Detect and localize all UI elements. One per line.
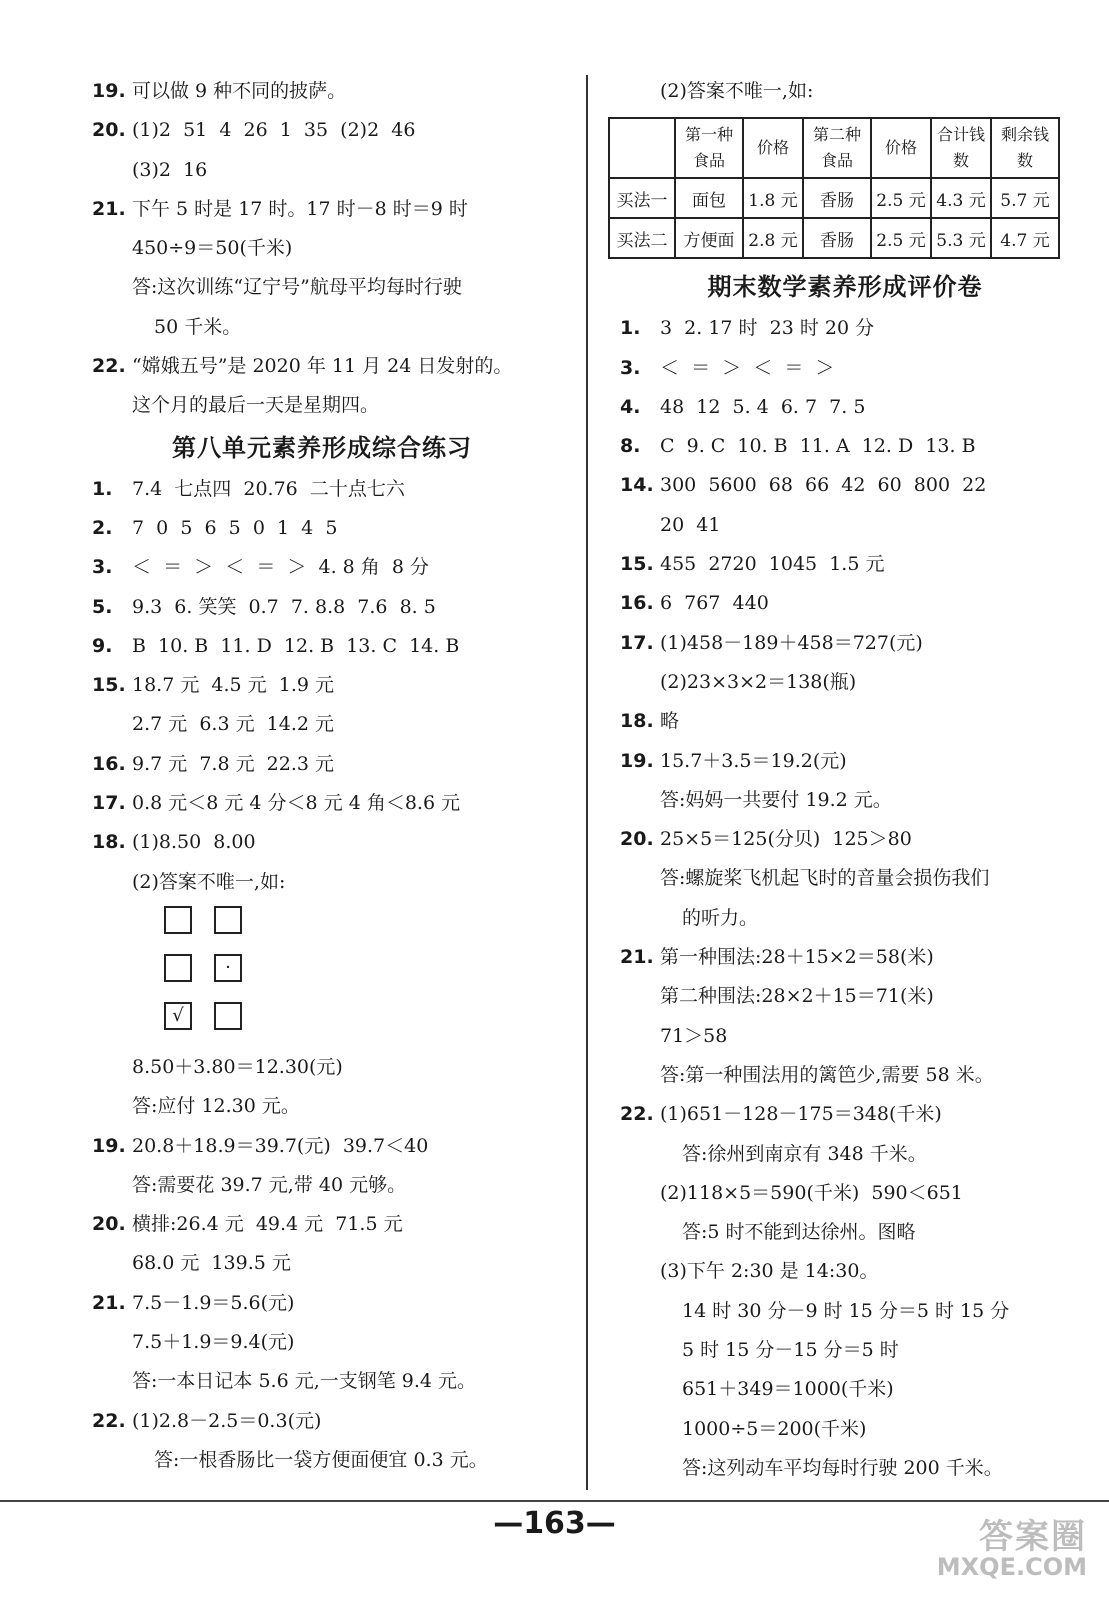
answer-text: (1)2 51 4 26 1 35 (2)2 46	[132, 119, 416, 142]
answer-line	[620, 388, 1070, 427]
answer-line	[620, 349, 1070, 388]
question-number: 8.	[620, 435, 641, 458]
question-number: 14.	[620, 474, 654, 497]
answer-text: (1)651－128－175＝348(千米)	[660, 1103, 942, 1126]
answer-line	[92, 588, 552, 627]
answer-text: ＜ ＝ ＞ ＜ ＝ ＞	[660, 356, 835, 379]
answer-line	[620, 584, 1070, 623]
answer-line	[620, 1410, 1070, 1449]
answer-line	[620, 1056, 1070, 1095]
answer-text: 651＋349＝1000(千米)	[682, 1378, 894, 1401]
table-cell: 5.3 元	[931, 218, 991, 258]
right-answers	[620, 309, 1070, 1488]
answer-text: 1000÷5＝200(千米)	[682, 1417, 867, 1440]
answer-line	[620, 1292, 1070, 1331]
answer-line	[620, 506, 1070, 545]
answer-line	[620, 1017, 1070, 1056]
table-cell: 买法二	[609, 218, 675, 258]
answer-line	[92, 1441, 552, 1480]
watermark-text: 答案圈	[979, 1517, 1087, 1557]
answer-line	[92, 470, 552, 509]
answer-text: 答:妈妈一共要付 19.2 元。	[660, 788, 892, 811]
answer-text: 第一种围法:28＋15×2＝58(米)	[660, 946, 934, 969]
answer-text: 8.50＋3.80＝12.30(元)	[132, 1055, 343, 1078]
answer-text: 答:需要花 39.7 元,带 40 元够。	[132, 1173, 407, 1196]
answer-line	[620, 1331, 1070, 1370]
answer-text: (1)8.50 8.00	[132, 831, 256, 854]
answer-text: 7.4 七点四 20.76 二十点七六	[132, 477, 405, 500]
answer-text: 答:这次训练“辽宁号”航母平均每时行驶	[132, 276, 462, 299]
table-header-cell: 第一种食品	[675, 118, 743, 178]
answer-text: 3 2. 17 时 23 时 20 分	[660, 317, 875, 340]
table-header-cell	[609, 118, 675, 178]
answer-line	[92, 509, 552, 548]
table-cell: 2.8 元	[743, 218, 803, 258]
answer-text: 可以做 9 种不同的披萨。	[132, 80, 347, 102]
answer-line	[92, 1323, 552, 1362]
question-number: 20.	[92, 119, 126, 142]
table-cell: 2.5 元	[871, 218, 931, 258]
answer-line	[92, 111, 552, 150]
answer-line	[620, 1449, 1070, 1488]
table-header-row	[609, 118, 1059, 178]
answer-box	[214, 1002, 242, 1030]
answer-text: (2)答案不唯一,如:	[132, 870, 286, 893]
answer-text: 答:徐州到南京有 348 千米。	[682, 1142, 927, 1165]
table-header-cell: 价格	[871, 118, 931, 178]
question-number: 22.	[92, 355, 126, 378]
watermark-url: MXQE.COM	[936, 1553, 1087, 1581]
answer-line	[92, 863, 552, 902]
table-cell: 面包	[675, 178, 743, 218]
answer-text: 7.5＋1.9＝9.4(元)	[132, 1331, 295, 1354]
answer-text: 答:一本日记本 5.6 元,一支钢笔 9.4 元。	[132, 1370, 477, 1393]
answer-line	[92, 72, 552, 111]
answer-line	[620, 899, 1070, 938]
table-header-cell: 合计钱数	[931, 118, 991, 178]
question-number: 5.	[92, 595, 113, 618]
answer-text: ＜ ＝ ＞ ＜ ＝ ＞ 4. 8 角 8 分	[132, 556, 429, 579]
answer-text: 略	[660, 710, 680, 733]
answer-line	[620, 781, 1070, 820]
question-number: 4.	[620, 395, 641, 418]
question-number: 22.	[92, 1409, 126, 1432]
left-column	[92, 72, 552, 1480]
answer-text: 300 5600 68 66 42 60 800 22	[660, 474, 987, 497]
answer-text: 50 千米。	[154, 315, 242, 338]
answer-text: (2)118×5＝590(千米) 590＜651	[660, 1181, 963, 1204]
answer-text: B 10. B 11. D 12. B 13. C 14. B	[132, 634, 460, 657]
question-number: 17.	[620, 631, 654, 654]
answer-line	[92, 784, 552, 823]
question-number: 21.	[620, 946, 654, 969]
answer-text: 2.7 元 6.3 元 14.2 元	[132, 713, 335, 736]
table-cell: 买法一	[609, 178, 675, 218]
question-number: 17.	[92, 792, 126, 815]
answer-text: 答:第一种围法用的篱笆少,需要 58 米。	[660, 1063, 994, 1086]
question-number: 16.	[92, 752, 126, 775]
answer-text: (1)458－189＋458＝727(元)	[660, 631, 923, 654]
table-cell: 5.7 元	[991, 178, 1059, 218]
table-row	[609, 178, 1059, 218]
answer-line	[620, 663, 1070, 702]
question-number: 1.	[620, 317, 641, 340]
answer-line	[620, 977, 1070, 1016]
question-number: 15.	[620, 553, 654, 576]
answer-text: (1)2.8－2.5＝0.3(元)	[132, 1409, 322, 1432]
answer-text: 48 12 5. 4 6. 7 7. 5	[660, 395, 866, 418]
answer-text: 答:螺旋桨飞机起飞时的音量会损伤我们	[660, 867, 990, 890]
answer-text: 18.7 元 4.5 元 1.9 元	[132, 674, 335, 697]
question-number: 3.	[620, 356, 641, 379]
answer-line	[92, 347, 552, 386]
table-cell: 方便面	[675, 218, 743, 258]
answer-text: C 9. C 10. B 11. A 12. D 13. B	[660, 435, 976, 458]
answer-line	[92, 386, 552, 425]
answer-line	[620, 624, 1070, 663]
column-divider	[586, 75, 588, 1490]
question-number: 3.	[92, 556, 113, 579]
answer-text: 14 时 30 分－9 时 15 分＝5 时 15 分	[682, 1299, 1010, 1322]
answer-text: 0.8 元＜8 元 4 分＜8 元 4 角＜8.6 元	[132, 792, 461, 815]
food-purchase-table	[608, 117, 1060, 259]
answer-text: “嫦娥五号”是 2020 年 11 月 24 日发射的。	[132, 355, 513, 378]
answer-line	[92, 705, 552, 744]
answer-line	[92, 268, 552, 307]
answer-line	[92, 548, 552, 587]
answer-line	[620, 1135, 1070, 1174]
answer-text: 答:应付 12.30 元。	[132, 1095, 300, 1118]
checkbox-grid	[164, 902, 552, 1048]
answer-line	[620, 1252, 1070, 1291]
answer-line	[92, 1244, 552, 1283]
table-header-cell: 剩余钱数	[991, 118, 1059, 178]
answer-line	[620, 742, 1070, 781]
answer-line	[620, 427, 1070, 466]
question-number: 2.	[92, 516, 113, 539]
answer-text: 71＞58	[660, 1024, 728, 1047]
question-number: 19.	[92, 1134, 126, 1157]
question-number: 19.	[620, 749, 654, 772]
answer-line	[92, 627, 552, 666]
table-cell: 香肠	[803, 178, 871, 218]
right-column	[616, 72, 1070, 1488]
answer-text: 5 时 15 分－15 分＝5 时	[682, 1339, 899, 1362]
answer-line	[92, 308, 552, 347]
answer-line	[620, 820, 1070, 859]
question-number: 1.	[92, 477, 113, 500]
answer-line	[92, 745, 552, 784]
answer-line	[92, 1284, 552, 1323]
answer-text: (3)下午 2:30 是 14:30。	[660, 1260, 879, 1283]
table-row	[609, 218, 1059, 258]
question-number: 20.	[92, 1213, 126, 1236]
answer-text: 答:一根香肠比一袋方便面便宜 0.3 元。	[154, 1448, 488, 1471]
answer-text: 的听力。	[682, 906, 759, 929]
question-number: 15.	[92, 674, 126, 697]
question-number: 21.	[92, 1291, 126, 1314]
answer-box: ·	[214, 954, 242, 982]
answer-line	[620, 859, 1070, 898]
answer-text: 455 2720 1045 1.5 元	[660, 553, 885, 576]
answer-line	[620, 309, 1070, 348]
question-number: 20.	[620, 828, 654, 851]
answer-text: (2)23×3×2＝138(瓶)	[660, 670, 857, 693]
answer-line	[620, 938, 1070, 977]
answer-text: 20 41	[660, 513, 721, 536]
watermark-logo	[936, 1517, 1087, 1582]
question-number: 9.	[92, 634, 113, 657]
answer-text: 9.7 元 7.8 元 22.3 元	[132, 752, 335, 775]
answer-line	[620, 1370, 1070, 1409]
table-intro: (2)答案不唯一,如:	[660, 80, 814, 102]
answer-text: 15.7＋3.5＝19.2(元)	[660, 749, 847, 772]
answer-text: 第二种围法:28×2＋15＝71(米)	[660, 985, 934, 1008]
answer-line	[92, 666, 552, 705]
section-heading: 第八单元素养形成综合练习	[172, 433, 472, 462]
answer-line	[92, 823, 552, 862]
answer-box	[164, 954, 192, 982]
answer-text: 6 767 440	[660, 592, 769, 615]
answer-line	[620, 1174, 1070, 1213]
answer-line	[92, 1205, 552, 1244]
answer-text: 下午 5 时是 17 时。17 时－8 时＝9 时	[132, 197, 468, 220]
answer-line	[620, 545, 1070, 584]
answer-line	[92, 1048, 552, 1087]
answer-line	[620, 1095, 1070, 1134]
answer-text: 7 0 5 6 5 0 1 4 5	[132, 516, 338, 539]
question-number: 19.	[92, 80, 126, 102]
question-number: 16.	[620, 592, 654, 615]
answer-text: 答:5 时不能到达徐州。图略	[682, 1221, 916, 1244]
answer-box: √	[164, 1002, 192, 1030]
answer-line	[92, 190, 552, 229]
answer-text: 68.0 元 139.5 元	[132, 1252, 291, 1275]
question-number: 21.	[92, 197, 126, 220]
answer-line	[620, 702, 1070, 741]
answer-text: (3)2 16	[132, 158, 208, 181]
answer-text: 这个月的最后一天是星期四。	[132, 394, 380, 417]
table-header-cell: 价格	[743, 118, 803, 178]
question-number: 18.	[92, 831, 126, 854]
answer-line	[92, 151, 552, 190]
answer-line	[92, 1127, 552, 1166]
table-cell: 4.3 元	[931, 178, 991, 218]
question-number: 22.	[620, 1103, 654, 1126]
table-cell: 4.7 元	[991, 218, 1059, 258]
answer-text: 横排:26.4 元 49.4 元 71.5 元	[132, 1213, 403, 1236]
answer-text: 25×5＝125(分贝) 125＞80	[660, 828, 912, 851]
answer-line	[620, 466, 1070, 505]
answer-text: 7.5－1.9＝5.6(元)	[132, 1291, 295, 1314]
table-cell: 香肠	[803, 218, 871, 258]
answer-line	[92, 1166, 552, 1205]
table-cell: 2.5 元	[871, 178, 931, 218]
answer-text: 答:这列动车平均每时行驶 200 千米。	[682, 1456, 1003, 1479]
right-section-heading: 期末数学素养形成评价卷	[707, 273, 983, 302]
table-cell: 1.8 元	[743, 178, 803, 218]
answer-line	[92, 1402, 552, 1441]
answer-text: 450÷9＝50(千米)	[132, 237, 293, 260]
page-number: —163—	[493, 1506, 616, 1541]
answer-box	[214, 906, 242, 934]
answer-line	[92, 1087, 552, 1126]
answer-line	[620, 1213, 1070, 1252]
footer-rule	[0, 1500, 1109, 1502]
answer-line	[92, 229, 552, 268]
answer-text: 20.8＋18.9＝39.7(元) 39.7＜40	[132, 1134, 429, 1157]
answer-line	[92, 1362, 552, 1401]
answer-text: 9.3 6. 笑笑 0.7 7. 8.8 7.6 8. 5	[132, 595, 436, 618]
answer-box	[164, 906, 192, 934]
table-header-cell: 第二种食品	[803, 118, 871, 178]
question-number: 18.	[620, 710, 654, 733]
